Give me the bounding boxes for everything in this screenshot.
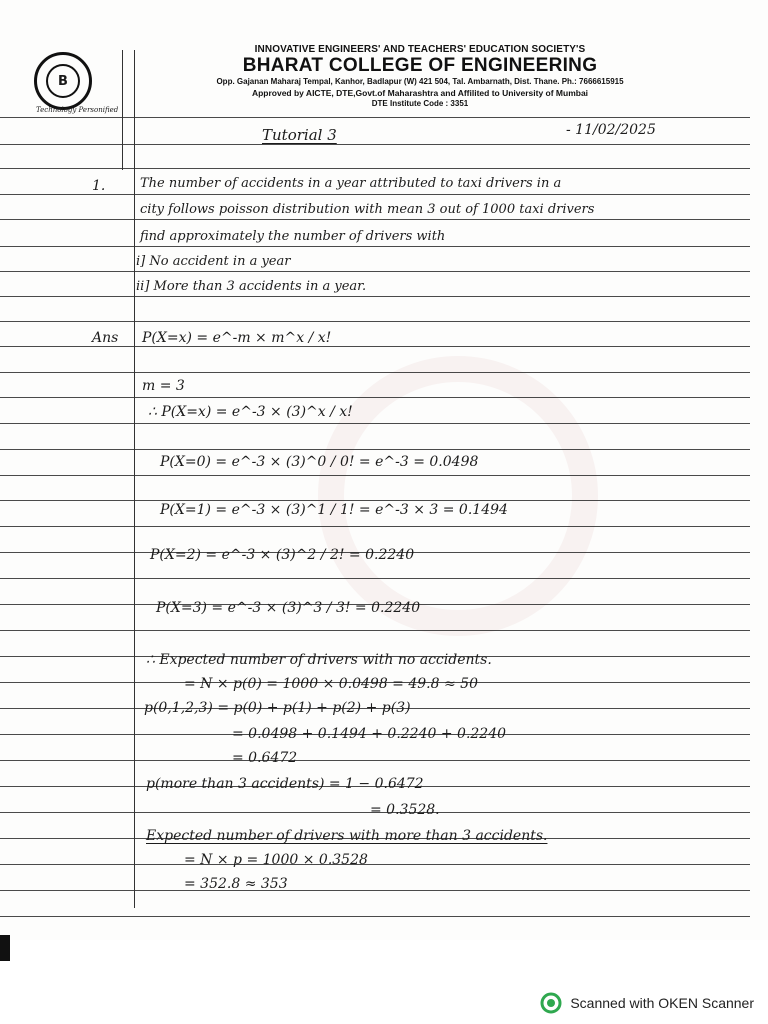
question-line: ii] More than 3 accidents in a year. (136, 279, 367, 294)
scanner-watermark (540, 992, 754, 1014)
tutorial-title: Tutorial 3 (262, 126, 337, 144)
solution-line: p(more than 3 accidents) = 1 − 0.6472 (146, 776, 424, 792)
society-name: INNOVATIVE ENGINEERS' AND TEACHERS' EDUCATION SOCIETY'S (254, 44, 586, 55)
logo-emblem: B (46, 64, 80, 98)
answer-label: Ans (92, 330, 119, 346)
solution-line: P(X=x) = e^-m × m^x / x! (142, 330, 332, 346)
college-logo (34, 52, 92, 110)
oken-scanner-icon (540, 992, 562, 1014)
solution-line: P(X=2) = e^-3 × (3)^2 / 2! = 0.2240 (150, 547, 415, 563)
approval-line: Approved by AICTE, DTE,Govt.of Maharashtra and Affilited to University of Mumbai (251, 88, 589, 98)
college-address: Opp. Gajanan Maharaj Tempal, Kanhor, Badlapur (W) 421 504, Tal. Ambarnath, Dist. Thane. Ph.: 7666615915 (216, 77, 624, 86)
question-line: city follows poisson distribution with mean 3 out of 1000 taxi drivers (140, 202, 595, 217)
solution-line: = 0.0498 + 0.1494 + 0.2240 + 0.2240 (232, 726, 507, 742)
margin-line (134, 50, 135, 908)
solution-line: m = 3 (142, 378, 185, 394)
question-line: find approximately the number of drivers with (140, 229, 446, 244)
solution-line: = N × p(0) = 1000 × 0.0498 = 49.8 ≈ 50 (184, 676, 478, 692)
solution-line: P(X=3) = e^-3 × (3)^3 / 3! = 0.2240 (156, 600, 421, 616)
scanner-text: Scanned with OKEN Scanner (570, 995, 754, 1011)
scan-edge-mark (0, 935, 10, 961)
question-number: 1. (92, 178, 106, 194)
solution-line: P(X=1) = e^-3 × (3)^1 / 1! = e^-3 × 3 = 0.1494 (160, 502, 508, 518)
question-line: i] No accident in a year (136, 254, 291, 269)
solution-line: = 0.6472 (232, 750, 298, 766)
college-name: BHARAT COLLEGE OF ENGINEERING (242, 55, 598, 76)
solution-line: p(0,1,2,3) = p(0) + p(1) + p(2) + p(3) (144, 700, 411, 716)
solution-line: = N × p = 1000 × 0.3528 (184, 852, 368, 868)
solution-line: = 0.3528. (370, 802, 440, 818)
question-line: The number of accidents in a year attributed to taxi drivers in a (140, 176, 562, 191)
tutorial-date: - 11/02/2025 (566, 122, 656, 138)
college-tagline: Technology Personified (36, 106, 119, 114)
dte-code: DTE Institute Code : 3351 (371, 99, 469, 108)
college-seal-watermark (318, 356, 598, 636)
solution-line: ∴ P(X=x) = e^-3 × (3)^x / x! (148, 404, 353, 420)
solution-line: = 352.8 ≈ 353 (184, 876, 288, 892)
header-margin-line (122, 50, 123, 170)
solution-line: Expected number of drivers with more than 3 accidents. (146, 828, 548, 844)
solution-line: P(X=0) = e^-3 × (3)^0 / 0! = e^-3 = 0.0498 (160, 454, 479, 470)
solution-line: ∴ Expected number of drivers with no accidents. (146, 652, 492, 668)
